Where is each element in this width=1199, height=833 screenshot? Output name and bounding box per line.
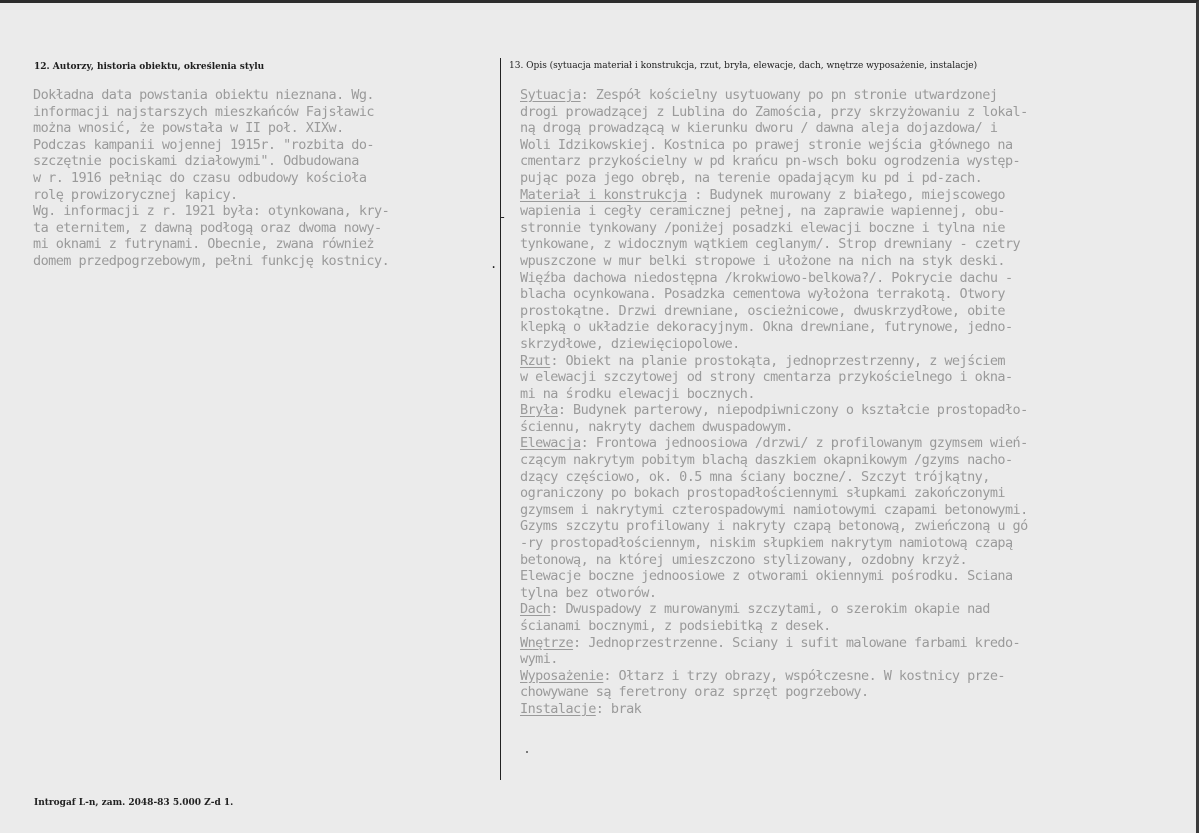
line-text: skrzydłowe, dziewięciopolowe. bbox=[520, 335, 740, 352]
line-text: wapienia i cegły ceramicznej pełnej, na zaprawie wapiennej, obu- bbox=[520, 203, 1005, 220]
description-line bbox=[520, 635, 1028, 652]
line-text: stronnie tynkowany /poniżej posadzki elewacji boczne i tylna nie bbox=[520, 219, 1005, 236]
section-label: Elewacja bbox=[520, 435, 581, 452]
history-line: informacji najstarszych mieszkańców Fajsławic bbox=[33, 103, 374, 120]
description-line bbox=[520, 419, 1028, 436]
description-line bbox=[520, 153, 1028, 170]
description-text bbox=[520, 87, 1028, 718]
line-text: Więźba dachowa niedostępna /krokwiowo-belkowa?/. Pokrycie dachu - bbox=[520, 269, 1013, 286]
description-line bbox=[520, 502, 1028, 519]
line-text: : Obiekt na planie prostokąta, jednoprzestrzenny, z wejściem bbox=[550, 352, 1005, 369]
line-text: wpuszczone w mur belki stropowe i ułożone na nich na styk deski. bbox=[520, 252, 1005, 269]
description-line bbox=[520, 469, 1028, 486]
history-line: szczętnie pociskami działowymi". Odbudowana bbox=[33, 153, 359, 170]
section-label: Materiał i konstrukcja bbox=[520, 186, 687, 203]
description-line bbox=[520, 618, 1028, 635]
description-line bbox=[520, 684, 1028, 701]
description-line bbox=[520, 585, 1028, 602]
description-line bbox=[520, 270, 1028, 287]
description-line bbox=[520, 568, 1028, 585]
history-line: w r. 1916 pełniąc do czasu odbudowy kościoła bbox=[33, 169, 367, 186]
description-line bbox=[520, 203, 1028, 220]
history-line: ta eternitem, z dawną podłogą oraz dwoma nowy- bbox=[33, 219, 382, 236]
description-line bbox=[520, 485, 1028, 502]
line-text: w elewacji szczytowej od strony cmentarza przykościelnego i okna- bbox=[520, 369, 1013, 386]
line-text: dzący częściowo, ok. 0.5 mna ściany boczne/. Szczyt trójkątny, bbox=[520, 468, 990, 485]
history-line: Wg. informacji z r. 1921 była: otynkowana, kry- bbox=[33, 203, 390, 220]
description-line bbox=[520, 369, 1028, 386]
line-text: tynkowane, z widocznym wątkiem ceglanym/. Strop drewniany - czetry bbox=[520, 236, 1021, 253]
line-text: Gzyms szczytu profilowany i nakryty czapą betonową, zwieńczoną u gó bbox=[520, 518, 1028, 535]
history-line: można wnosić, że powstała w II poł. XIXw. bbox=[33, 120, 344, 137]
description-line bbox=[520, 220, 1028, 237]
section-label: Wyposażenie bbox=[520, 667, 604, 684]
line-text: -ry prostopadłościennym, niskim słupkiem nakrytym namiotową czapą bbox=[520, 535, 1013, 552]
line-text: : Frontowa jednoosiowa /drzwi/ z profilowanym gzymsem wień- bbox=[580, 435, 1028, 452]
description-line bbox=[520, 120, 1028, 137]
column-divider bbox=[500, 58, 501, 780]
section-label: Sytuacja bbox=[520, 87, 581, 103]
line-text: : brak bbox=[595, 700, 642, 717]
line-text: mi na środku elewacji bocznych. bbox=[520, 385, 755, 402]
description-line bbox=[520, 319, 1028, 336]
description-line bbox=[520, 535, 1028, 552]
section-label: Instalacje bbox=[520, 700, 596, 717]
line-text: : Zespół kościelny usytuowany po pn stronie utwardzonej bbox=[580, 87, 998, 103]
line-text: Elewacje boczne jednoosiowe z otworami okiennymi pośrodku. Sciana bbox=[520, 568, 1013, 585]
description-line bbox=[520, 137, 1028, 154]
line-text: Woli Idzikowskiej. Kostnica po prawej stronie wejścia głównego na bbox=[520, 136, 1013, 153]
history-line: Dokładna data powstania obiektu nieznana. Wg. bbox=[33, 87, 374, 103]
line-text: tylna bez otworów. bbox=[520, 584, 657, 601]
history-line: mi oknami z futrynami. Obecnie, zwana również bbox=[33, 236, 374, 253]
section-label: Bryła bbox=[520, 402, 558, 419]
ink-dot bbox=[526, 751, 528, 753]
description-line bbox=[520, 601, 1028, 618]
margin-mark-dot: . bbox=[490, 257, 498, 271]
margin-mark-hyphen: - bbox=[499, 210, 507, 224]
line-text: drogi prowadzącej z Lublina do Zamościa, przy skrzyżowaniu z lokal- bbox=[520, 103, 1028, 120]
line-text: ną drogą prowadzącą w kierunku dworu / dawna aleja dojazdowa/ i bbox=[520, 120, 998, 137]
description-line bbox=[520, 104, 1028, 121]
line-text: wymi. bbox=[520, 651, 558, 668]
history-line: rolę prowizorycznej kapicy. bbox=[33, 186, 238, 203]
description-line bbox=[520, 187, 1028, 204]
line-text: klepką o układzie dekoracyjnym. Okna drewniane, futrynowe, jedno- bbox=[520, 319, 1013, 336]
description-line bbox=[520, 236, 1028, 253]
description-line bbox=[520, 170, 1028, 187]
line-text: chowywane są feretrony oraz sprzęt pogrzebowy. bbox=[520, 684, 869, 701]
history-line: domem przedpogrzebowym, pełni funkcję kostnicy. bbox=[33, 252, 390, 269]
line-text: : Ołtarz i trzy obrazy, współczesne. W kostnicy prze- bbox=[603, 667, 1005, 684]
line-text: ściennu, nakryty dachem dwuspadowym. bbox=[520, 418, 793, 435]
line-text: pując poza jego obręb, na terenie opadającym ku pd i pd-zach. bbox=[520, 169, 983, 186]
line-text: prostokątne. Drzwi drewniane, oscieżnicowe, dwuskrzydłowe, obite bbox=[520, 302, 1005, 319]
description-line bbox=[520, 701, 1028, 718]
print-footer: Introgaf L-n, zam. 2048-83 5.000 Z-d 1. bbox=[34, 798, 234, 808]
section-label: Rzut bbox=[520, 352, 551, 369]
history-line: Podczas kampanii wojennej 1915r. "rozbita do- bbox=[33, 136, 374, 153]
description-line bbox=[520, 435, 1028, 452]
history-text bbox=[33, 87, 389, 270]
description-line bbox=[520, 668, 1028, 685]
line-text: : Jednoprzestrzenne. Sciany i sufit malowane farbami kredo- bbox=[573, 634, 1021, 651]
section-label: Dach bbox=[520, 601, 551, 618]
description-line bbox=[520, 386, 1028, 403]
description-line bbox=[520, 353, 1028, 370]
description-line bbox=[520, 518, 1028, 535]
line-text: ścianami bocznymi, z podsiebitką z desek. bbox=[520, 618, 831, 634]
right-section-heading: 13. Opis (sytuacja materiał i konstrukcja, rzut, bryła, elewacje, dach, wnętrze wyposażenie, instalacje) bbox=[509, 61, 978, 71]
description-line bbox=[520, 87, 1028, 104]
description-line bbox=[520, 303, 1028, 320]
line-text: blacha ocynkowana. Posadzka cementowa wyłożona terrakotą. Otwory bbox=[520, 286, 1005, 303]
description-line bbox=[520, 336, 1028, 353]
line-text: : Budynek murowany z białego, miejscowego bbox=[686, 186, 1005, 203]
description-line bbox=[520, 253, 1028, 270]
description-line bbox=[520, 402, 1028, 419]
line-text: ograniczony po bokach prostopadłościennymi słupkami zakończonymi bbox=[520, 485, 1005, 502]
description-line bbox=[520, 552, 1028, 569]
line-text: betonową, na której umieszczono stylizowany, ozdobny krzyż. bbox=[520, 551, 968, 568]
line-text: : Budynek parterowy, niepodpiwniczony o kształcie prostopadło- bbox=[557, 402, 1028, 419]
line-text: cmentarz przykościelny w pd krańcu pn-wsch boku ogrodzenia występ- bbox=[520, 153, 1021, 170]
description-line bbox=[520, 286, 1028, 303]
description-line bbox=[520, 651, 1028, 668]
section-label: Wnętrze bbox=[520, 634, 574, 651]
line-text: : Dwuspadowy z murowanymi szczytami, o szerokim okapie nad bbox=[550, 601, 990, 618]
description-line bbox=[520, 452, 1028, 469]
left-section-heading: 12. Autorzy, historia obiektu, określenia stylu bbox=[34, 62, 265, 72]
line-text: czącym nakrytym pobitym blachą daszkiem okapnikowym /gzyms nacho- bbox=[520, 452, 1013, 469]
line-text: gzymsem i nakrytymi czterospadowymi namiotowymi czapami betonowymi. bbox=[520, 501, 1028, 518]
